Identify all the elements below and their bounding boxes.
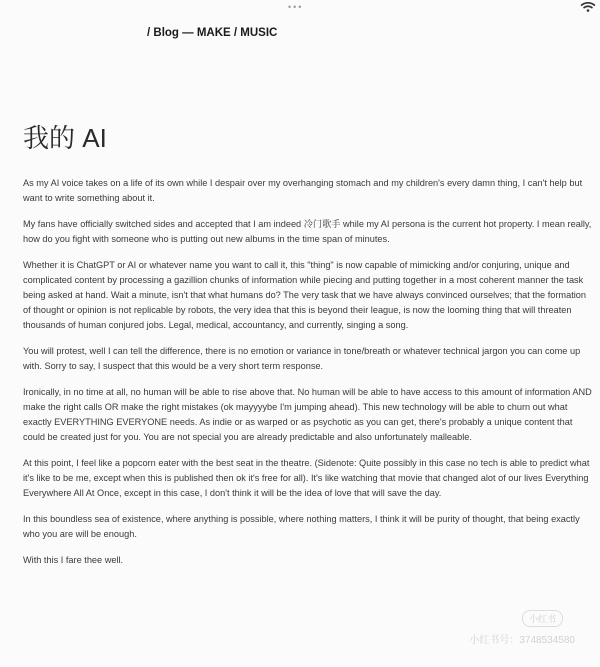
- paragraph-8: With this I fare thee well.: [23, 555, 124, 565]
- watermark-logo: 小红书: [522, 610, 563, 627]
- paragraph-4: You will protest, well I can tell the difference, there is no emotion or variance in tone/breath or whatever technical jargon you can come up with. Sorry to say, I suspect that this would be a very short term response.: [23, 346, 581, 371]
- page-title: 我的 AI: [23, 123, 107, 153]
- watermark-account: 小红书号：3748534580: [469, 635, 575, 646]
- multitask-dots[interactable]: •••: [288, 2, 304, 12]
- paragraph-3: Whether it is ChatGPT or AI or whatever name you want to call it, this "thing" is now capable of mimicking and/or conjuring, unique and complicated content by processing a gazillion chunks of information while piecing and putting together in a most coherent manner the task being asked at hand. Wait a minute, isn't that what humans do? The very task that we have always convinced ourselves; that the formation of thought or opinion is not replicable by robots, the very idea that this is beyond their league, is now the looming thing that will threaten thousands of human conjured jobs. Legal, medical, accountancy, and currently, singing a song.: [23, 260, 587, 330]
- wifi-icon: [580, 2, 596, 12]
- status-bar: [0, 0, 600, 16]
- paragraph-2: My fans have officially switched sides and accepted that I am indeed 冷门歌手 while my AI persona is the current hot property. I mean really, how do you fight with someone who is putting out new albums in the time span of minutes.: [23, 219, 592, 244]
- paragraph-7: In this boundless sea of existence, where anything is possible, where nothing matters, I think it will be purity of thought, that being exactly who you are will be enough.: [23, 514, 580, 539]
- paragraph-5: Ironically, in no time at all, no human will be able to rise above that. No human will be able to have access to this amount of information AND make the right calls OR make the right mistakes (ok mayyyybe I'm jumping ahead). This new technology will be able to churn out what exactly EVERYTHING EVERYONE needs. As indie or as warped or as psychotic as you can get, there's probably a unique content that could be created just for you. You are not special you are already predictable and also unfortunately malleable.: [23, 387, 592, 442]
- paragraph-1: As my AI voice takes on a life of its own while I despair over my overhanging stomach and my children's every damn thing, I can't help but want to write something about it.: [23, 178, 583, 203]
- article-body: [23, 176, 593, 579]
- breadcrumb[interactable]: / Blog — MAKE / MUSIC: [147, 27, 278, 39]
- paragraph-6: At this point, I feel like a popcorn eater with the best seat in the theatre. (Sidenote: Quite possibly in this case no tech is able to predict what it's like to be me, except when this is published then ok it's free for all). It's like watching that movie that changed alot of our lives Everything Everywhere All At Once, except in this case, I don't think it will be the idea of love that will save the day.: [23, 458, 590, 498]
